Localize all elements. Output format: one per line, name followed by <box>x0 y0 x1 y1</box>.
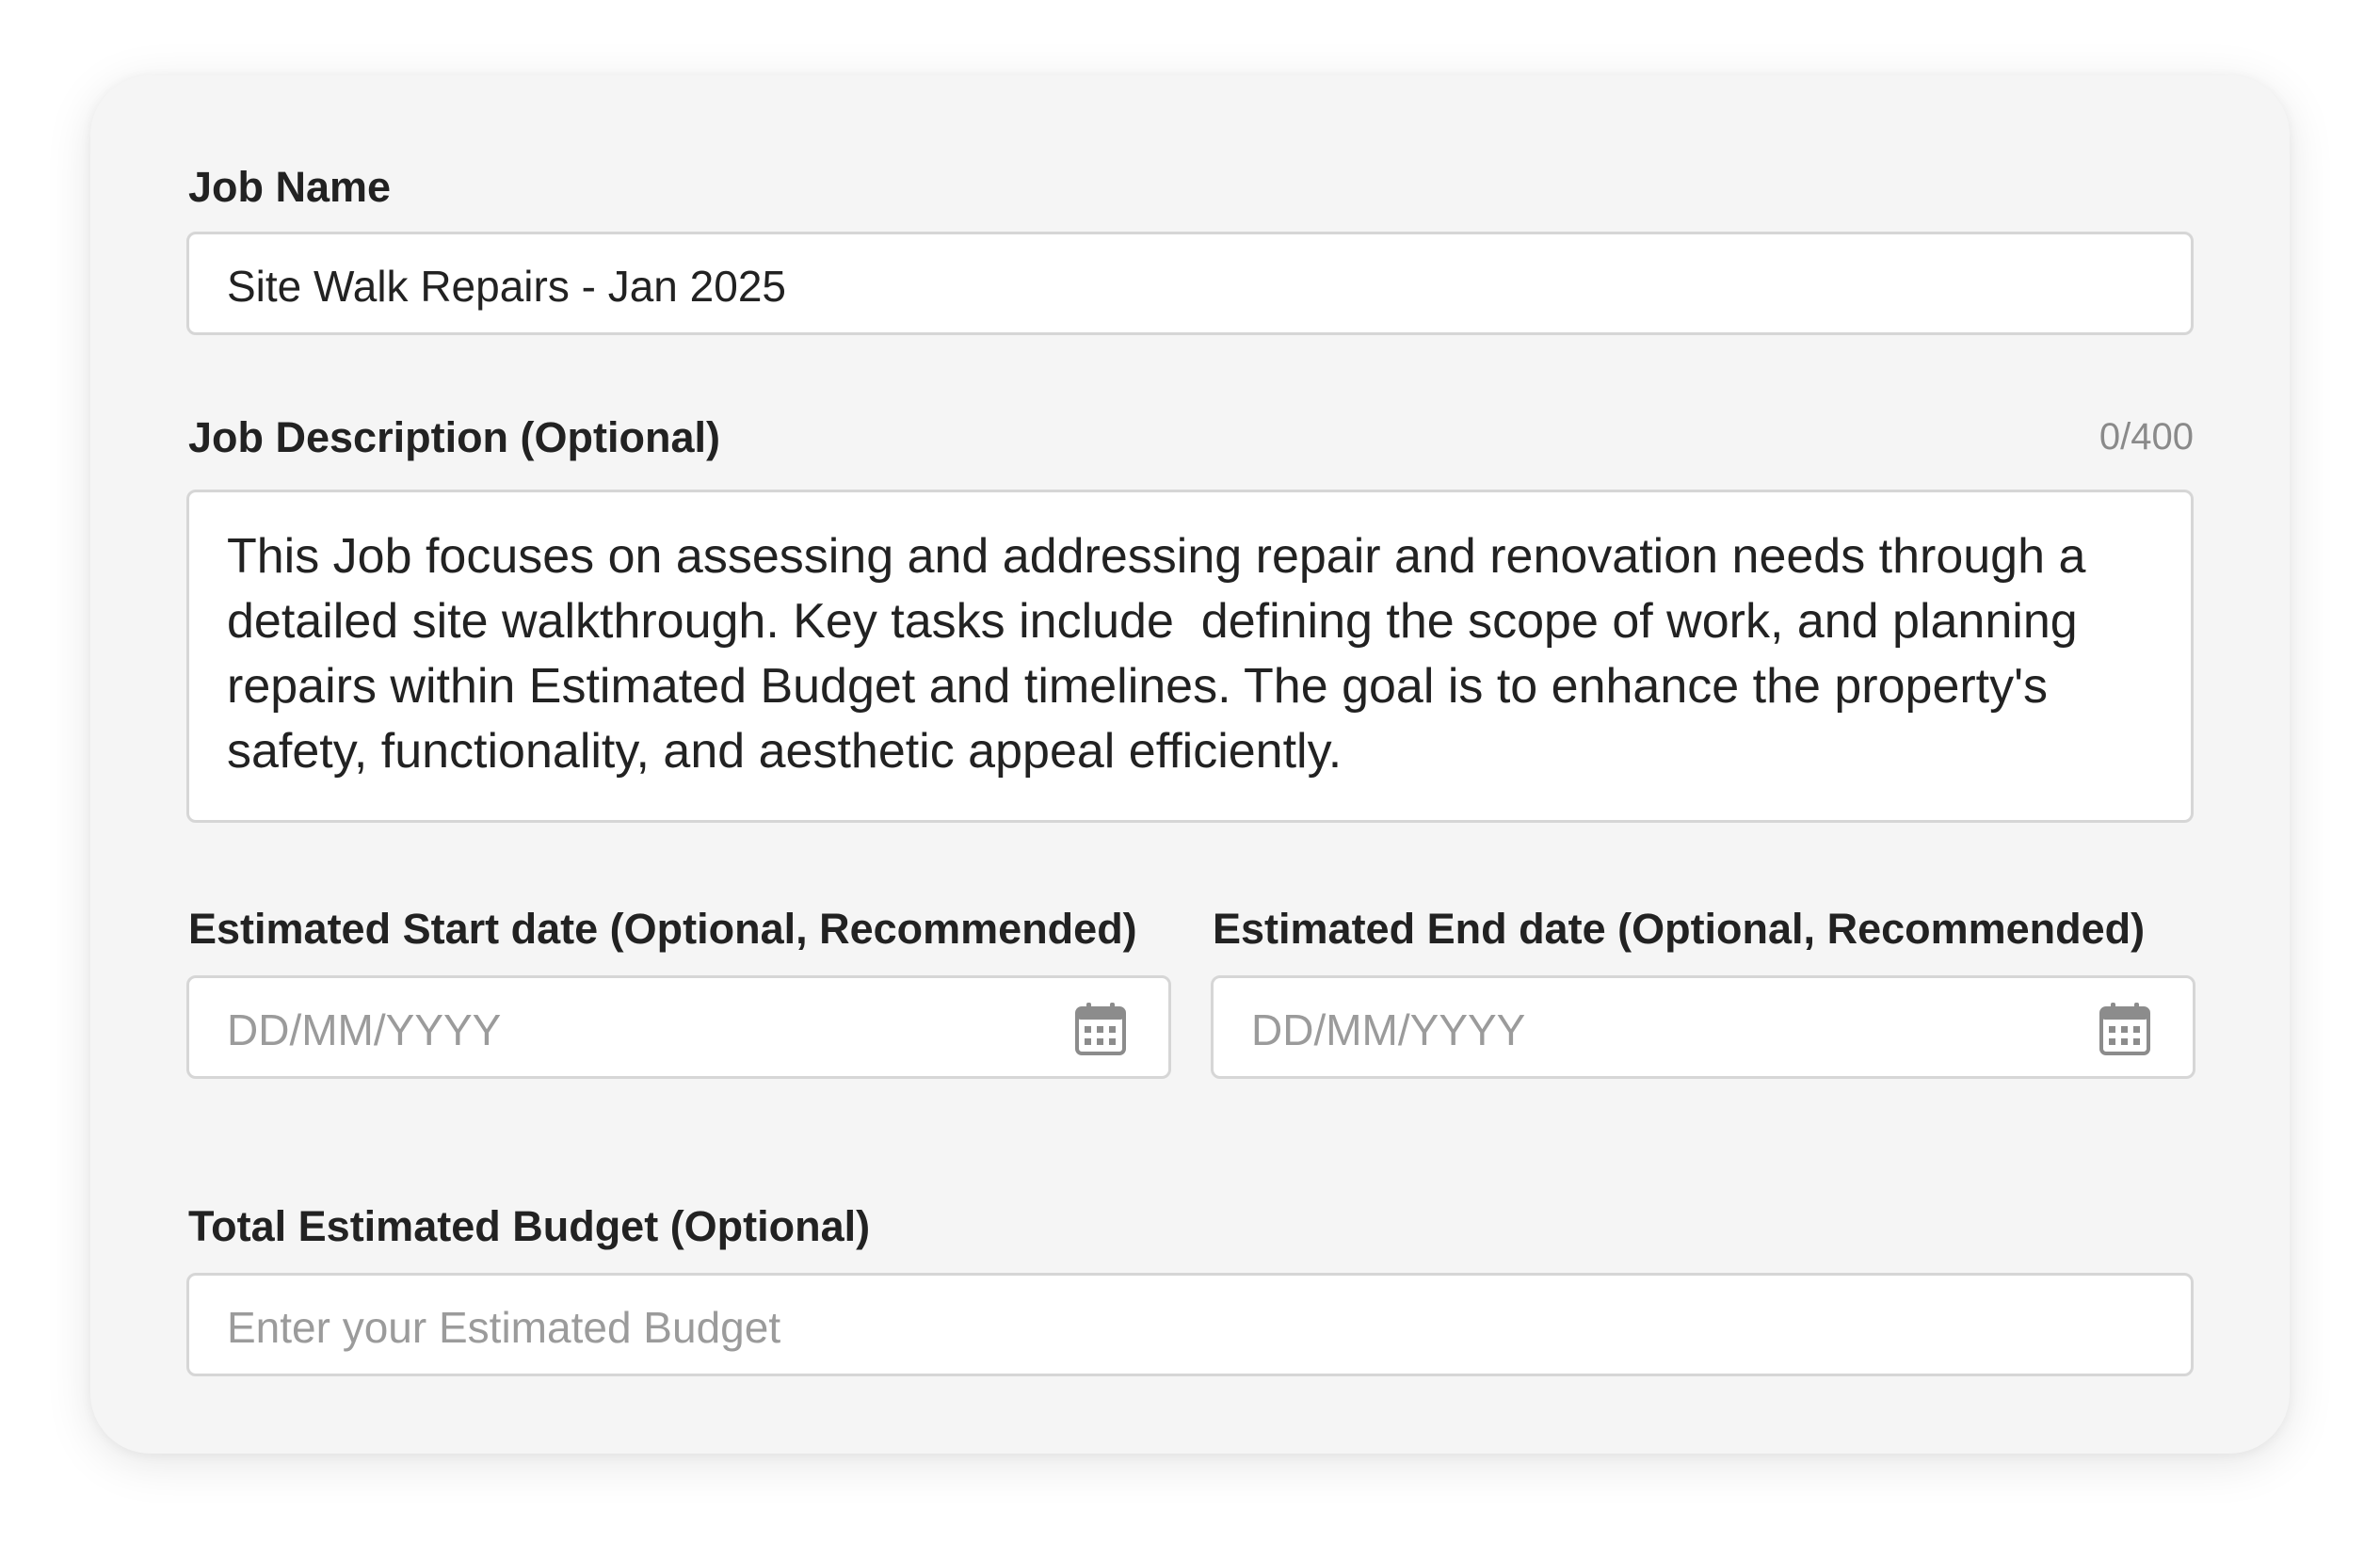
character-counter: 0/400 <box>2099 416 2194 458</box>
job-description-value: This Job focuses on assessing and addressing repair and renovation needs through a detailed site walkthrough. Key tasks include defining the scope of work, and planning repairs within Estimated Budget and timelines. The goal is to enhance the property's safety, functionality, and aesthetic appeal efficiently. <box>227 529 2099 779</box>
end-date-input[interactable] <box>1211 975 2195 1079</box>
job-description-label: Job Description (Optional) <box>188 413 721 461</box>
budget-placeholder: Enter your Estimated Budget <box>227 1303 781 1352</box>
job-name-input[interactable] <box>186 232 2194 335</box>
job-form-card <box>90 75 2290 1454</box>
job-name-label: Job Name <box>188 163 392 211</box>
job-name-value: Site Walk Repairs - Jan 2025 <box>227 262 787 311</box>
end-date-placeholder: DD/MM/YYYY <box>1251 1005 1526 1054</box>
start-date-input[interactable] <box>186 975 1171 1079</box>
start-date-placeholder: DD/MM/YYYY <box>227 1005 502 1054</box>
job-description-textarea[interactable] <box>186 490 2194 823</box>
budget-input[interactable] <box>186 1273 2194 1376</box>
start-date-label: Estimated Start date (Optional, Recommended) <box>188 905 1137 953</box>
calendar-icon[interactable] <box>1074 1001 1127 1057</box>
end-date-label: Estimated End date (Optional, Recommended) <box>1213 905 2146 953</box>
budget-label: Total Estimated Budget (Optional) <box>188 1202 871 1250</box>
calendar-icon[interactable] <box>2099 1001 2151 1057</box>
